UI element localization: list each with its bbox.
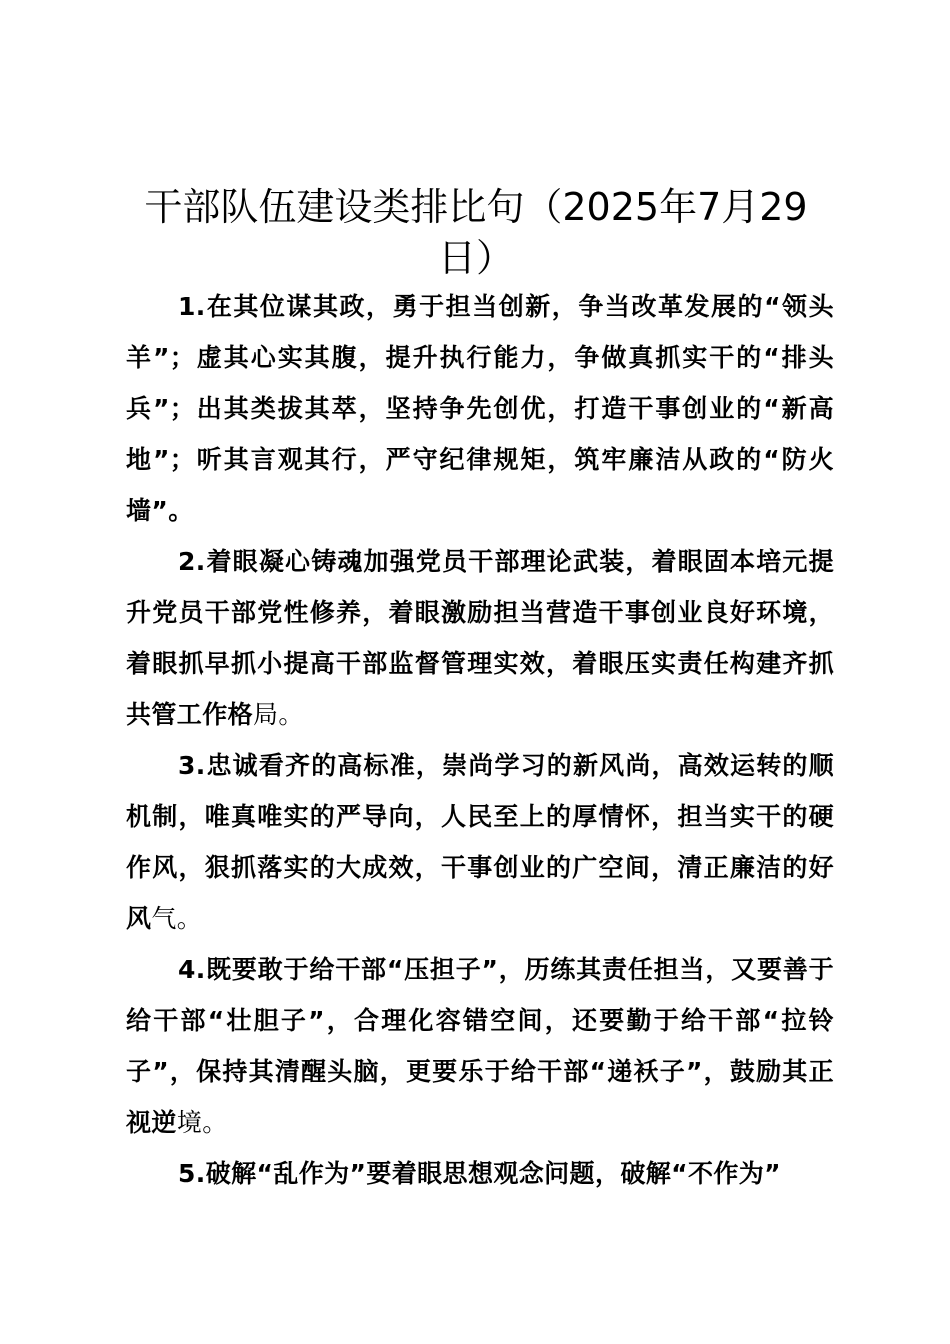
document-title: 干部队伍建设类排比句（2025年7月29日） — [144, 185, 808, 280]
paragraph-5 — [126, 1148, 834, 1199]
paragraph-2 — [126, 536, 834, 740]
paragraph-text: 2.着眼凝心铸魂加强党员干部理论武装，着眼固本培元提升党员干部党性修养，着眼激励担当营造干事创业良好环境，着眼抓早抓小提高干部监督管理实效，着眼压实责任构建齐抓共管工作格 — [126, 547, 834, 729]
paragraph-text: 3.忠诚看齐的高标准，崇尚学习的新风尚，高效运转的顺机制，唯真唯实的严导向，人民至上的厚情怀，担当实干的硬作风，狠抓落实的大成效，干事创业的广空间，清正廉洁的好风 — [126, 751, 834, 933]
paragraph-4 — [126, 944, 834, 1148]
paragraph-1 — [126, 281, 834, 536]
paragraph-text: 1.在其位谋其政，勇于担当创新，争当改革发展的“领头羊”；虚其心实其腹，提升执行能力，争做真抓实干的“排头兵”；出其类拔其萃，坚持争先创优，打造干事创业的“新高地”；听其言观其行，严守纪律规矩，筑牢廉洁从政的“防火墙”。 — [126, 292, 834, 525]
document-body — [126, 281, 834, 1199]
paragraph-text: 5.破解“乱作为”要着眼思想观念问题，破解“不作为” — [178, 1159, 782, 1188]
paragraph-3 — [126, 740, 834, 944]
paragraph-text: 4.既要敢于给干部“压担子”，历练其责任担当，又要善于给干部“壮胆子”，合理化容错空间，还要勤于给干部“拉铃子”，保持其清醒头脑，更要乐于给干部“递袄子”，鼓励其正视逆 — [126, 955, 834, 1137]
paragraph-tail: 局。 — [253, 700, 304, 729]
paragraph-tail: 气。 — [151, 904, 203, 933]
paragraph-tail: 境。 — [176, 1108, 228, 1137]
